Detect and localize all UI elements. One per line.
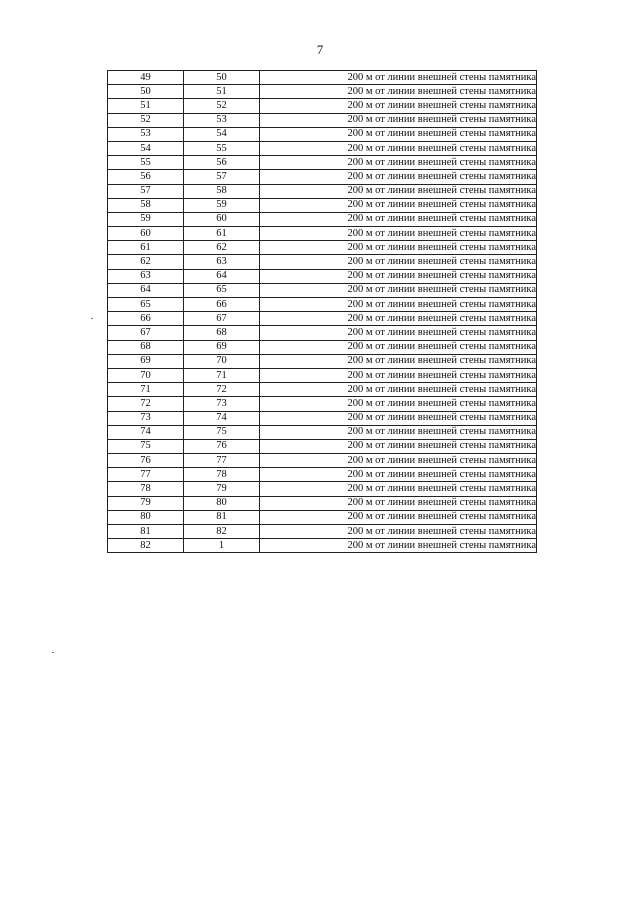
point-to-cell: 77	[184, 454, 260, 468]
description-cell: 200 м от линии внешней стены памятника	[260, 156, 537, 170]
description-cell: 200 м от линии внешней стены памятника	[260, 411, 537, 425]
table-row	[108, 99, 537, 113]
description-cell: 200 м от линии внешней стены памятника	[260, 198, 537, 212]
point-to-cell: 51	[184, 85, 260, 99]
description-cell: 200 м от линии внешней стены памятника	[260, 71, 537, 85]
point-from-cell: 76	[108, 454, 184, 468]
point-to-cell: 68	[184, 326, 260, 340]
table-row	[108, 113, 537, 127]
table-row	[108, 198, 537, 212]
description-cell: 200 м от линии внешней стены памятника	[260, 525, 537, 539]
point-to-cell: 81	[184, 510, 260, 524]
description-cell: 200 м от линии внешней стены памятника	[260, 127, 537, 141]
point-from-cell: 52	[108, 113, 184, 127]
page-number: 7	[316, 42, 324, 57]
description-cell: 200 м от линии внешней стены памятника	[260, 383, 537, 397]
point-to-cell: 1	[184, 539, 260, 553]
point-from-cell: 57	[108, 184, 184, 198]
description-cell: 200 м от линии внешней стены памятника	[260, 340, 537, 354]
table-row	[108, 454, 537, 468]
table-row	[108, 525, 537, 539]
description-cell: 200 м от линии внешней стены памятника	[260, 425, 537, 439]
description-cell: 200 м от линии внешней стены памятника	[260, 241, 537, 255]
point-to-cell: 67	[184, 312, 260, 326]
table-row	[108, 156, 537, 170]
description-cell: 200 м от линии внешней стены памятника	[260, 212, 537, 226]
table-row	[108, 397, 537, 411]
boundary-points-table	[107, 70, 537, 553]
point-from-cell: 50	[108, 85, 184, 99]
point-to-cell: 63	[184, 255, 260, 269]
point-from-cell: 60	[108, 227, 184, 241]
table-row	[108, 383, 537, 397]
point-from-cell: 66	[108, 312, 184, 326]
point-to-cell: 65	[184, 283, 260, 297]
description-cell: 200 м от линии внешней стены памятника	[260, 170, 537, 184]
description-cell: 200 м от линии внешней стены памятника	[260, 368, 537, 382]
table-row	[108, 482, 537, 496]
table-row	[108, 468, 537, 482]
table-row	[108, 411, 537, 425]
table-row	[108, 71, 537, 85]
point-to-cell: 60	[184, 212, 260, 226]
point-to-cell: 59	[184, 198, 260, 212]
point-from-cell: 78	[108, 482, 184, 496]
point-to-cell: 69	[184, 340, 260, 354]
table-row	[108, 298, 537, 312]
description-cell: 200 м от линии внешней стены памятника	[260, 312, 537, 326]
point-from-cell: 63	[108, 269, 184, 283]
point-to-cell: 70	[184, 354, 260, 368]
table-row	[108, 354, 537, 368]
table-row	[108, 241, 537, 255]
description-cell: 200 м от линии внешней стены памятника	[260, 326, 537, 340]
point-from-cell: 79	[108, 496, 184, 510]
description-cell: 200 м от линии внешней стены памятника	[260, 85, 537, 99]
description-cell: 200 м от линии внешней стены памятника	[260, 482, 537, 496]
point-to-cell: 79	[184, 482, 260, 496]
table-row	[108, 510, 537, 524]
description-cell: 200 м от линии внешней стены памятника	[260, 227, 537, 241]
description-cell: 200 м от линии внешней стены памятника	[260, 454, 537, 468]
point-to-cell: 57	[184, 170, 260, 184]
point-from-cell: 62	[108, 255, 184, 269]
description-cell: 200 м от линии внешней стены памятника	[260, 113, 537, 127]
table-row	[108, 184, 537, 198]
point-to-cell: 61	[184, 227, 260, 241]
table-row	[108, 170, 537, 184]
table-row	[108, 439, 537, 453]
table-body	[108, 71, 537, 553]
description-cell: 200 м от линии внешней стены памятника	[260, 397, 537, 411]
point-from-cell: 49	[108, 71, 184, 85]
point-from-cell: 80	[108, 510, 184, 524]
point-to-cell: 54	[184, 127, 260, 141]
point-from-cell: 65	[108, 298, 184, 312]
description-cell: 200 м от линии внешней стены памятника	[260, 269, 537, 283]
description-cell: 200 м от линии внешней стены памятника	[260, 184, 537, 198]
point-to-cell: 82	[184, 525, 260, 539]
point-to-cell: 50	[184, 71, 260, 85]
point-to-cell: 76	[184, 439, 260, 453]
description-cell: 200 м от линии внешней стены памятника	[260, 354, 537, 368]
table-row	[108, 85, 537, 99]
point-to-cell: 78	[184, 468, 260, 482]
description-cell: 200 м от линии внешней стены памятника	[260, 255, 537, 269]
table-row	[108, 283, 537, 297]
scan-speck	[91, 318, 93, 319]
table-row	[108, 539, 537, 553]
point-to-cell: 56	[184, 156, 260, 170]
point-from-cell: 82	[108, 539, 184, 553]
point-from-cell: 68	[108, 340, 184, 354]
point-from-cell: 55	[108, 156, 184, 170]
point-to-cell: 80	[184, 496, 260, 510]
table-row	[108, 255, 537, 269]
point-to-cell: 52	[184, 99, 260, 113]
table-row	[108, 127, 537, 141]
point-from-cell: 54	[108, 141, 184, 155]
description-cell: 200 м от линии внешней стены памятника	[260, 283, 537, 297]
description-cell: 200 м от линии внешней стены памятника	[260, 298, 537, 312]
description-cell: 200 м от линии внешней стены памятника	[260, 496, 537, 510]
point-from-cell: 58	[108, 198, 184, 212]
point-from-cell: 70	[108, 368, 184, 382]
table-row	[108, 425, 537, 439]
description-cell: 200 м от линии внешней стены памятника	[260, 510, 537, 524]
point-from-cell: 59	[108, 212, 184, 226]
description-cell: 200 м от линии внешней стены памятника	[260, 141, 537, 155]
point-from-cell: 77	[108, 468, 184, 482]
point-from-cell: 64	[108, 283, 184, 297]
table-row	[108, 326, 537, 340]
point-from-cell: 69	[108, 354, 184, 368]
point-from-cell: 61	[108, 241, 184, 255]
point-from-cell: 71	[108, 383, 184, 397]
table-row	[108, 141, 537, 155]
description-cell: 200 м от линии внешней стены памятника	[260, 99, 537, 113]
description-cell: 200 м от линии внешней стены памятника	[260, 468, 537, 482]
point-to-cell: 73	[184, 397, 260, 411]
point-to-cell: 64	[184, 269, 260, 283]
point-to-cell: 55	[184, 141, 260, 155]
point-to-cell: 71	[184, 368, 260, 382]
point-from-cell: 75	[108, 439, 184, 453]
point-to-cell: 53	[184, 113, 260, 127]
point-to-cell: 58	[184, 184, 260, 198]
point-to-cell: 75	[184, 425, 260, 439]
table-row	[108, 227, 537, 241]
point-from-cell: 53	[108, 127, 184, 141]
point-from-cell: 73	[108, 411, 184, 425]
description-cell: 200 м от линии внешней стены памятника	[260, 539, 537, 553]
point-to-cell: 72	[184, 383, 260, 397]
table-row	[108, 368, 537, 382]
point-from-cell: 74	[108, 425, 184, 439]
table-row	[108, 212, 537, 226]
point-from-cell: 51	[108, 99, 184, 113]
point-from-cell: 56	[108, 170, 184, 184]
point-from-cell: 81	[108, 525, 184, 539]
scan-speck	[52, 652, 54, 653]
description-cell: 200 м от линии внешней стены памятника	[260, 439, 537, 453]
point-to-cell: 62	[184, 241, 260, 255]
table-row	[108, 340, 537, 354]
table-row	[108, 312, 537, 326]
point-to-cell: 66	[184, 298, 260, 312]
point-from-cell: 67	[108, 326, 184, 340]
table-row	[108, 496, 537, 510]
table-row	[108, 269, 537, 283]
point-from-cell: 72	[108, 397, 184, 411]
point-to-cell: 74	[184, 411, 260, 425]
